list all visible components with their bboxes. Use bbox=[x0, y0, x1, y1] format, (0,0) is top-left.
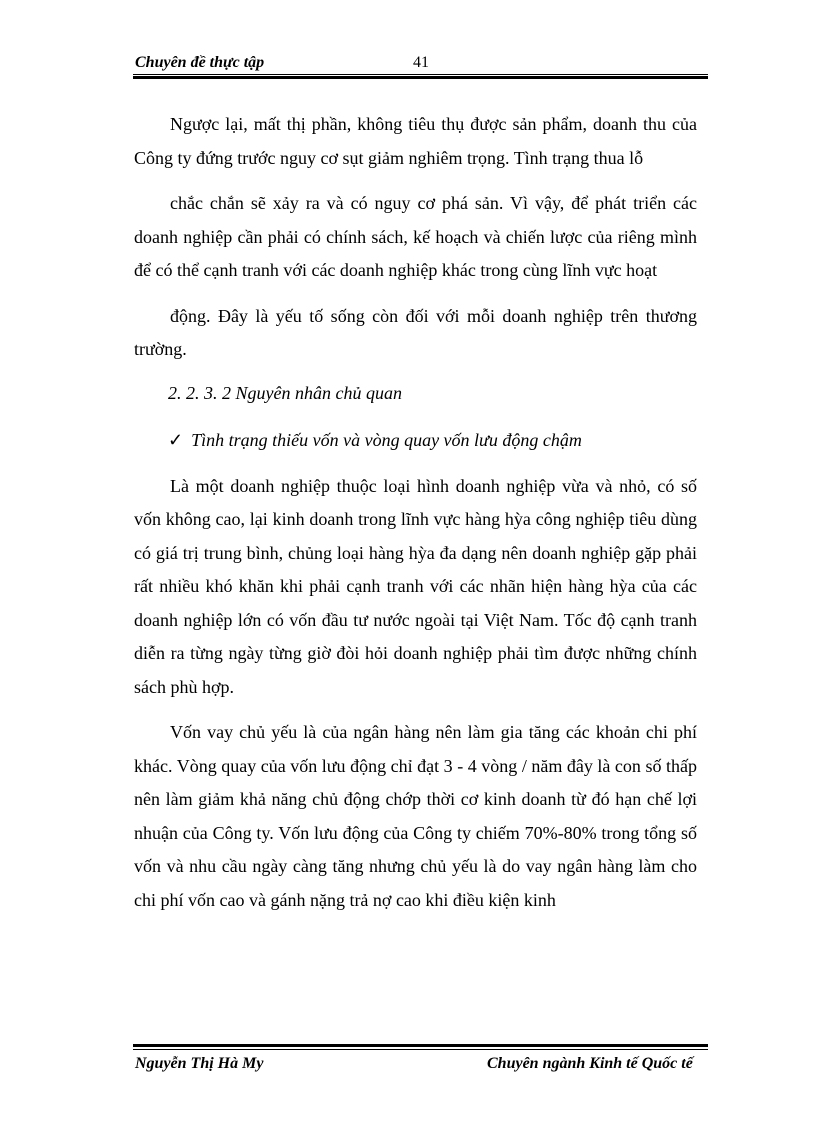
footer-major: Chuyên ngành Kinh tế Quốc tế bbox=[487, 1055, 693, 1072]
footer-author: Nguyễn Thị Hà My bbox=[135, 1055, 264, 1072]
section-heading: 2. 2. 3. 2 Nguyên nhân chủ quan bbox=[168, 382, 402, 403]
header-rule-thick bbox=[133, 76, 708, 79]
checkmark-icon: ✓ bbox=[168, 430, 184, 450]
header-rule-thin bbox=[133, 74, 708, 75]
paragraph-1: Ngược lại, mất thị phần, không tiêu thụ được sản phẩm, doanh thu của Công ty đứng trước nguy cơ sụt giảm nghiêm trọng. Tình trạng thua lỗ bbox=[134, 114, 697, 168]
header-title: Chuyên đề thực tập bbox=[135, 54, 265, 71]
paragraph-2: chắc chắn sẽ xảy ra và có nguy cơ phá sản. Vì vậy, để phát triển các doanh nghiệp cần phải có chính sách, kế hoạch và chiến lược của riêng mình để có thể cạnh tranh với các doanh nghiệp khác trong cùng lĩnh vực hoạt bbox=[134, 193, 697, 280]
paragraph-4: Là một doanh nghiệp thuộc loại hình doanh nghiệp vừa và nhỏ, có số vốn không cao, lại kinh doanh trong lĩnh vực hàng hỳa công nghiệp tiêu dùng có giá trị trung bình, chủng loại hàng hỳa đa dạng nên doanh nghiệp gặp phải rất nhiều khó khăn khi phải cạnh tranh với các nhãn hiện hàng hỳa của các doanh nghiệp lớn có vốn đầu tư nước ngoài tại Việt Nam. Tốc độ cạnh tranh diễn ra từng ngày từng giờ đòi hỏi doanh nghiệp phải tìm được những chính sách phù hợp. bbox=[134, 475, 697, 697]
footer-rule-thin bbox=[133, 1049, 708, 1050]
paragraph-5: Vốn vay chủ yếu là của ngân hàng nên làm gia tăng các khoản chi phí khác. Vòng quay của vốn lưu động chỉ đạt 3 - 4 vòng / năm đây là con số thấp nên làm giảm khả năng chủ động chớp thời cơ kinh doanh từ đó hạn chế lợi nhuận của Công ty. Vốn lưu động của Công ty chiếm 70%-80% trong tổng số vốn và nhu cầu ngày càng tăng nhưng chủ yếu là do vay ngân hàng làm cho chi phí vốn cao và gánh nặng trả nợ cao khi điều kiện kinh bbox=[134, 722, 697, 910]
page-number: 41 bbox=[413, 54, 429, 71]
page-header bbox=[133, 52, 708, 74]
document-body bbox=[134, 108, 697, 917]
paragraph-3: động. Đây là yếu tố sống còn đối với mỗi doanh nghiệp trên thương trường. bbox=[134, 305, 697, 359]
footer-rule-thick bbox=[133, 1044, 708, 1047]
subsection-heading bbox=[168, 424, 697, 458]
subsection-heading-text: Tình trạng thiếu vốn và vòng quay vốn lưu động chậm bbox=[191, 430, 582, 450]
